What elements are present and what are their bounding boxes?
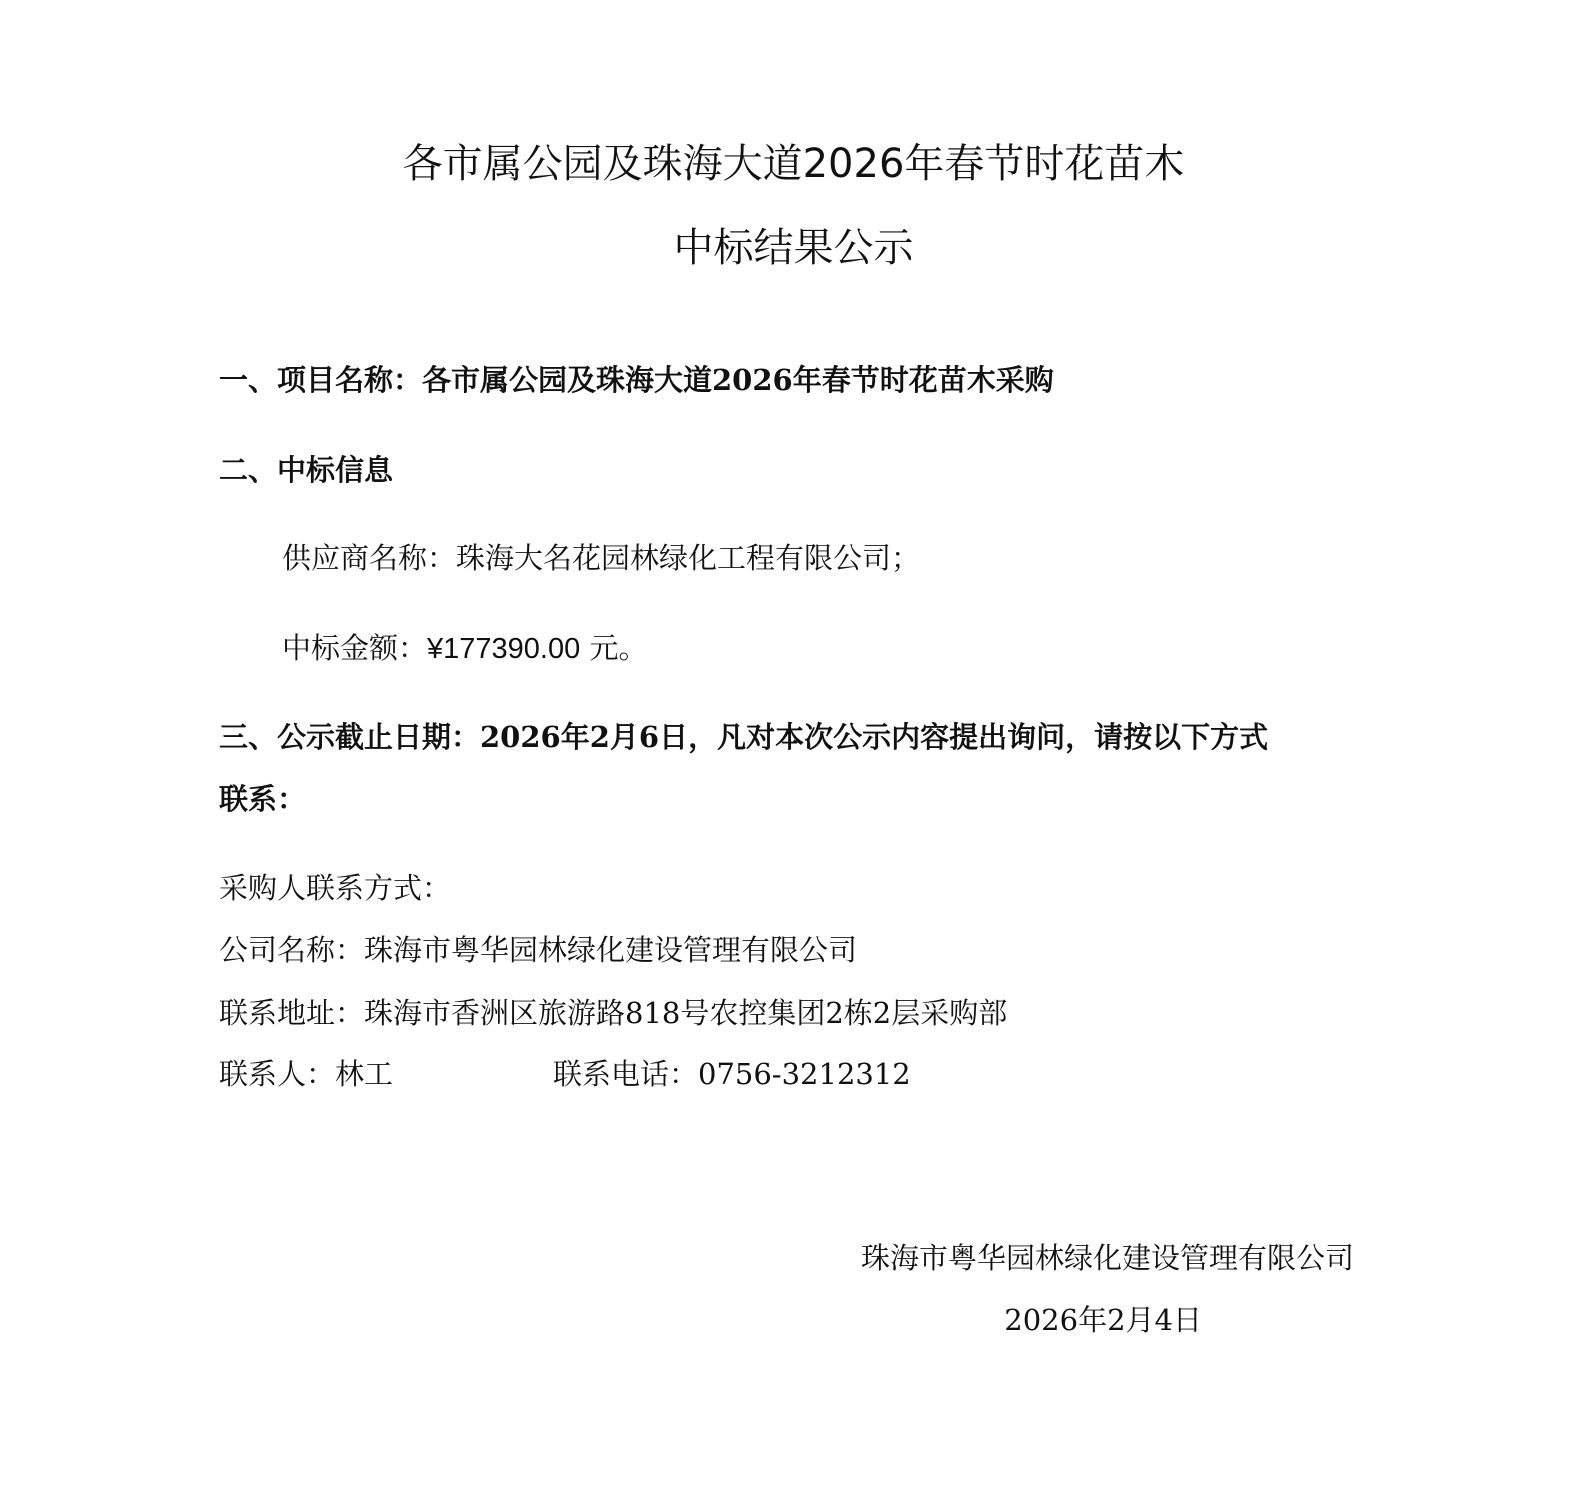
contact-heading: 采购人联系方式： — [219, 871, 452, 905]
bid-amount-value: ¥177390.00 — [427, 633, 581, 665]
document-title-line2: 中标结果公示 — [673, 225, 914, 271]
deadline-line1: 三、公示截止日期：2026年2月6日，凡对本次公示内容提出询问，请按以下方式 — [219, 720, 1269, 754]
bid-amount-label: 中标金额： — [282, 631, 428, 665]
bid-amount-suffix: 元。 — [589, 631, 648, 665]
supplier-name: 供应商名称：珠海大名花园林绿化工程有限公司； — [282, 541, 921, 575]
bid-info-heading: 二、中标信息 — [219, 453, 394, 487]
document-title-line1: 各市属公园及珠海大道2026年春节时花苗木 — [402, 141, 1185, 187]
contact-person: 联系人：林工 — [219, 1057, 394, 1091]
contact-company: 公司名称：珠海市粤华园林绿化建设管理有限公司 — [219, 933, 858, 967]
deadline-line2: 联系： — [219, 782, 307, 816]
contact-address: 联系地址：珠海市香洲区旅游路818号农控集团2栋2层采购部 — [219, 996, 1008, 1030]
contact-phone: 联系电话：0756-3212312 — [553, 1057, 911, 1091]
project-name-line: 一、项目名称：各市属公园及珠海大道2026年春节时花苗木采购 — [219, 363, 1054, 397]
bid-amount-line — [282, 630, 647, 667]
signature-date: 2026年2月4日 — [1004, 1303, 1202, 1337]
signature-company: 珠海市粤华园林绿化建设管理有限公司 — [860, 1241, 1354, 1275]
